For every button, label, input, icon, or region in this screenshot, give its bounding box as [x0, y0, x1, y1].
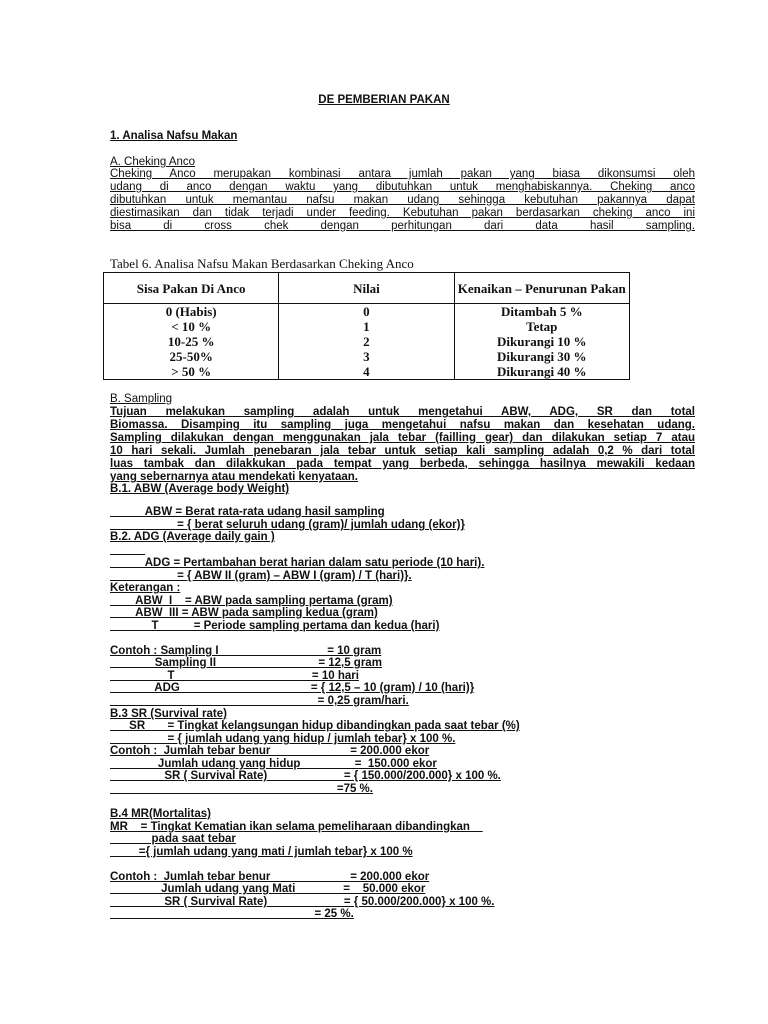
table-value: Ditambah 5 % [500, 304, 583, 319]
b2-line: = 0,25 gram/hari. [110, 695, 409, 707]
table-header: Kenaikan – Penurunan Pakan [454, 273, 629, 304]
table-value: 1 [363, 319, 370, 334]
b3-line: =75 %. [110, 783, 373, 795]
b2-line: = { ABW II (gram) – ABW I (gram) / T (hari)}. [110, 570, 412, 582]
b2-line: Contoh : Sampling I = 10 gram [110, 645, 382, 657]
b2-line: Keterangan : [110, 582, 181, 594]
b2-line [110, 544, 145, 557]
table-value: 25-50% [169, 349, 213, 364]
b4-line: Contoh : Jumlah tebar benur = 200.000 ekor [110, 871, 430, 883]
b2-heading: B.2. ADG (Average daily gain ) [110, 531, 275, 543]
table-value: Dikurangi 10 % [496, 334, 587, 349]
b4-line: ={ jumlah udang yang mati / jumlah tebar} x 100 % [110, 846, 413, 858]
table-value: Dikurangi 30 % [496, 349, 587, 364]
section-b-para-line: Tujuan melakukan sampling adalah untuk mengetahui ABW, ADG, SR dan total [110, 406, 695, 418]
b1-line: ABW = Berat rata-rata udang hasil sampling [110, 506, 385, 518]
table-cell [454, 304, 629, 380]
b4-line: pada saat tebar [110, 833, 236, 845]
table-value: 4 [363, 364, 370, 379]
section-a-para-line: Cheking Anco merupakan kombinasi antara jumlah pakan yang biasa dikonsumsi oleh [110, 168, 695, 180]
section-b-para-line: 10 hari sekali. Jumlah penebaran jala tebar untuk setiap kali sampling adalah 0,2 % dari total [110, 445, 695, 457]
table-value: Dikurangi 40 % [496, 364, 587, 379]
b3-heading: B.3 SR (Survival rate) [110, 708, 227, 720]
b1-line: = { berat seluruh udang (gram)/ jumlah udang (ekor)} [110, 519, 465, 531]
b4-line: SR ( Survival Rate) = { 50.000/200.000} x 100 %. [110, 896, 495, 908]
b2-line: ABW III = ABW pada sampling kedua (gram) [110, 607, 378, 619]
table-value: 3 [363, 349, 370, 364]
b2-line: T = 10 hari [110, 670, 359, 682]
section-b-heading: B. Sampling [110, 393, 173, 405]
table-cell [104, 304, 279, 380]
section-b-para-line: Sampling dilakukan dengan menggunakan jala tebar (failling gear) dan dilakukan setiap 7 atau [110, 432, 695, 444]
table-value: 2 [363, 334, 370, 349]
table-value: 0 (Habis) [165, 304, 217, 319]
anco-table [103, 272, 630, 380]
b3-line: SR ( Survival Rate) = { 150.000/200.000} x 100 %. [110, 770, 501, 782]
b4-line: = 25 %. [110, 908, 354, 920]
document-title: DE PEMBERIAN PAKAN [318, 94, 450, 106]
section-b-para-line: yang sebernarnya atau mendekati kenyataan. [110, 471, 358, 483]
table-caption: Tabel 6. Analisa Nafsu Makan Berdasarkan Cheking Anco [110, 256, 414, 271]
b2-line: T = Periode sampling pertama dan kedua (hari) [110, 620, 440, 632]
section-a-para-line: diestimasikan dan tidak terjadi under feeding. Kebutuhan pakan berdasarkan cheking anco ini [110, 207, 695, 219]
b2-line: ADG = { 12,5 – 10 (gram) / 10 (hari)} [110, 682, 475, 694]
b3-line: Contoh : Jumlah tebar benur = 200.000 ekor [110, 745, 430, 757]
b2-line: ABW I = ABW pada sampling pertama (gram) [110, 595, 393, 607]
b4-line: Jumlah udang yang Mati = 50.000 ekor [110, 883, 426, 895]
table-value: < 10 % [171, 319, 212, 334]
table-value: Tetap [526, 319, 558, 334]
b4-line: MR = Tingkat Kematian ikan selama pemeliharaan dibandingkan [110, 821, 483, 833]
b4-heading: B.4 MR(Mortalitas) [110, 808, 211, 820]
b3-line: SR = Tingkat kelangsungan hidup dibandingkan pada saat tebar (%) [110, 720, 520, 732]
b3-line: = { jumlah udang yang hidup / jumlah tebar} x 100 %. [110, 733, 456, 745]
section-a-para-line: udang di anco dengan waktu yang dibutuhkan untuk menghabiskannya. Cheking anco [110, 181, 695, 193]
section-a-para-line: bisa di cross chek dengan perhitungan dari data hasil sampling. [110, 220, 695, 232]
table-header: Sisa Pakan Di Anco [104, 273, 279, 304]
table-value: 0 [363, 304, 370, 319]
section-b-para-line: luas tambak dan dilakkukan pada tempat yang berbeda, sehingga hasilnya mewakili kedaan [110, 458, 695, 470]
section-a-heading: A. Cheking Anco [110, 156, 196, 168]
section-1-heading: 1. Analisa Nafsu Makan [110, 130, 238, 142]
table-header-row [104, 273, 630, 304]
b2-line: ADG = Pertambahan berat harian dalam satu periode (10 hari). [110, 557, 485, 569]
table-value: 10-25 % [167, 334, 215, 349]
section-a-para-line: dibutuhkan untuk memantau nafsu makan udang sehingga kebutuhan pakannya dapat [110, 194, 695, 206]
table-row [104, 304, 630, 380]
b3-line: Jumlah udang yang hidup = 150.000 ekor [110, 758, 437, 770]
b2-line: Sampling II = 12,5 gram [110, 657, 382, 669]
b1-heading: B.1. ABW (Average body Weight) [110, 483, 290, 495]
table-header: Nilai [279, 273, 454, 304]
table-value: > 50 % [171, 364, 212, 379]
table-cell [279, 304, 454, 380]
section-b-para-line: Biomassa. Disamping itu sampling juga mengetahui nafsu makan dan kesehatan udang. [110, 419, 695, 431]
